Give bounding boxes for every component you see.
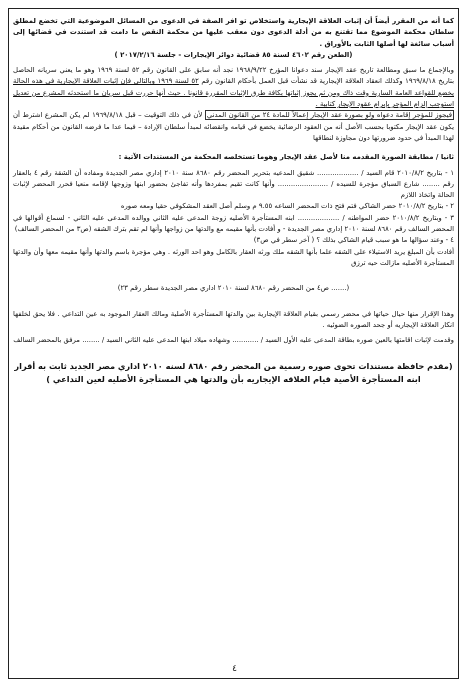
paragraph-2b-text: ٥٢ لسنة ١٩٦٩ وبالتالي فإن إثبات العلاقة الإيجارية في هذه الحالة يخضع للقواعد العامة السارية وقت ذاك ومن ثم يجوز إثباتها بكافة طرق الإثبات المقررة قانونا . حيث أنها حررت قبل سريان ما استحدثه المشرع من تعديل استوجب إلزام المؤجر بإبرام عقود الإيجار كتابية . — [13, 77, 454, 109]
reference-line: (....... ص٤ من المحضر رقم ٨٦٨٠ لسنة ٢٠١٠ اداري مصر الجديدة سطر رقم ٢٣) — [117, 284, 350, 293]
evidence-list — [13, 168, 454, 270]
document-body — [13, 16, 454, 386]
paragraph-2a — [13, 65, 454, 110]
page-number: ٤ — [232, 664, 237, 674]
section-heading: ثانيا / مطابقة الصورة المقدمه منا لأصل عقد الإيجار وهوما تستخلصه المحكمة من المستندات الآتية : — [118, 153, 454, 162]
intro-paragraph: كما أنه من المقرر أيضاً أن إثبات العلاقة الإيجارية واستخلاص تو افر الصفة في الدعوى من المسائل الموضوعية التي تخضع لمطلق سلطان محكمة الموضوع مما تقتنع به من أدلة الدعوى دون معقب عليها من محكمة النقض ما دامت قد استندت في قضائها إلى أسباب سائغة لها أصلها الثابت بالأوراق . — [13, 17, 454, 48]
list-item: ٢ - بتاريخ ٢٠١٠/٨/٢ حضر الشاكي فتم فتح ذات المحضر الساعه ٩.٥٥ م وسلم أصل العقد المشكوفي حقيا ومعه صوره — [120, 202, 454, 211]
list-item: ٣ - وبتاريخ ٢٠١٠/٨/٢ حضر المواطنه / ................... ابنه المستأجرة الأصليه زوجة المدعى عليه الثاني ووالده المدعى عليه الثاني - لسماع أقوالها في المحضر السالف رقم ٨٦٨٠ لسنة ٢٠١٠ إداري مصر الجديدة - و أفادت بأنها مقيمه مع والدتها من زواجها وأنها لم تقم بترك الشقه (ص٣ من المحضر السالف) — [13, 213, 454, 234]
paragraph-5: وقدمت لإثبات اقامتها بالعين صوره بطاقة المدعى عليه الأول السيد / ............ وشهاده ميلاد ابنها المدعى عليه الثاني السيد / ........ مرفق بالمحضر السالف — [13, 336, 454, 345]
boxed-article-text: فيجوز للمؤجر إقامة دعواه ولو بصورة عقد الإيجار إعمالاً للمادة ٢٤ من القانون المدني — [206, 111, 453, 120]
list-item: ١ - بتاريخ ٢٠١٠/٨/٢ قام السيد / ................... شقيق المدعيه بتحرير المحضر رقم ٨٦٨٠ سنة ٢٠١٠ إداري مصر الجديدة ومفاده أن الشقة رقم ٤ بالعقار رقم ........ شارع السباق مؤجرة للسيده / ....................... وأنها كانت تقيم بمفردها وأنه تفاجئ بحضور ابنها وزوجها لإقامه منعيا فحرر المحضر لإثبات الحالة واتخاذ اللازم — [13, 168, 455, 200]
paragraph-4: وهذا الإقرار منها حيال حياتها في محضر رسمي بقيام العلاقة الإيجارية بين والدتها المستأجرة الأصلية ومالك العقار الموجود به عين التداعي . فلا يحق لخلفها انكار العلاقة الإيجاريه أو جحد الصوره الضوئيه . — [13, 309, 454, 329]
paragraph-3 — [13, 110, 454, 144]
list-item: أفادت بأن المبلغ يريد الاستيلاء على الشقه علما بأنها الشقه ملك ورثه العقار بالكامل وهو احد الورثه . وهي مؤجرة باسم والدتها وأنها مقيمه معها وأن والدتها المستأجرة الأصليه مازالت حيه ترزق — [13, 247, 454, 267]
paragraph-2a-text: وبالإجماع ما سبق ومطالعة تاريخ عقد الإيجار سند دعوانا المؤرخ ١٩٦٨/٩/٢٢ نجد أنه سابق على القانون رقم ٥٢ لسنة ١٩٦٩ وهو ما يعني سريانه الحاصل بتاريخ ١٩٦٩/٨/١٨ وكذلك انعقاد العلاقة الإيجارية قد نشأت قبل العمل بأحكام القانون رقم — [13, 66, 454, 86]
list-item: ٤ - وعند سؤالها ما هو سبب قيام الشاكي بذلك ؟ ( آخر سطر في ص٣) — [253, 236, 454, 245]
paragraph-3-text: لأن في ذلك التوقيت – قبل ١٩٦٩/٨/١٨ لم يكن المشرع اشترط أن يكون عقد الإيجار مكتوبا بحسب الأصل أنه من العقود الرضائية يخضع في قيامه وانقضائه لمبدأ سلطان الإرادة – فيما عدا ما فرضه القانون من أحكام مقيدة لهذا المبدأ في حدود ضرورتها دون مجاوزة لنطاقها — [13, 111, 454, 142]
citation-1: (الطعن رقم ٤٦٠٢ لسنة ٨٥ قضائية دوائر الإيجارات - جلسة ٢٠١٧/٢/١٦ ) — [114, 50, 353, 59]
conclusion-paragraph: (مقدم حافظة مستندات تحوى صوره رسمية من المحضر رقم ٨٦٨٠ لسنه ٢٠١٠ اداري مصر الجديد ثابت به أقرار ابنه المستأجرة الأصية قيام العلاقه الإيجاريه بأن والدتها هي المستأجرة الأصليه لعين التداعي ) — [14, 361, 453, 385]
